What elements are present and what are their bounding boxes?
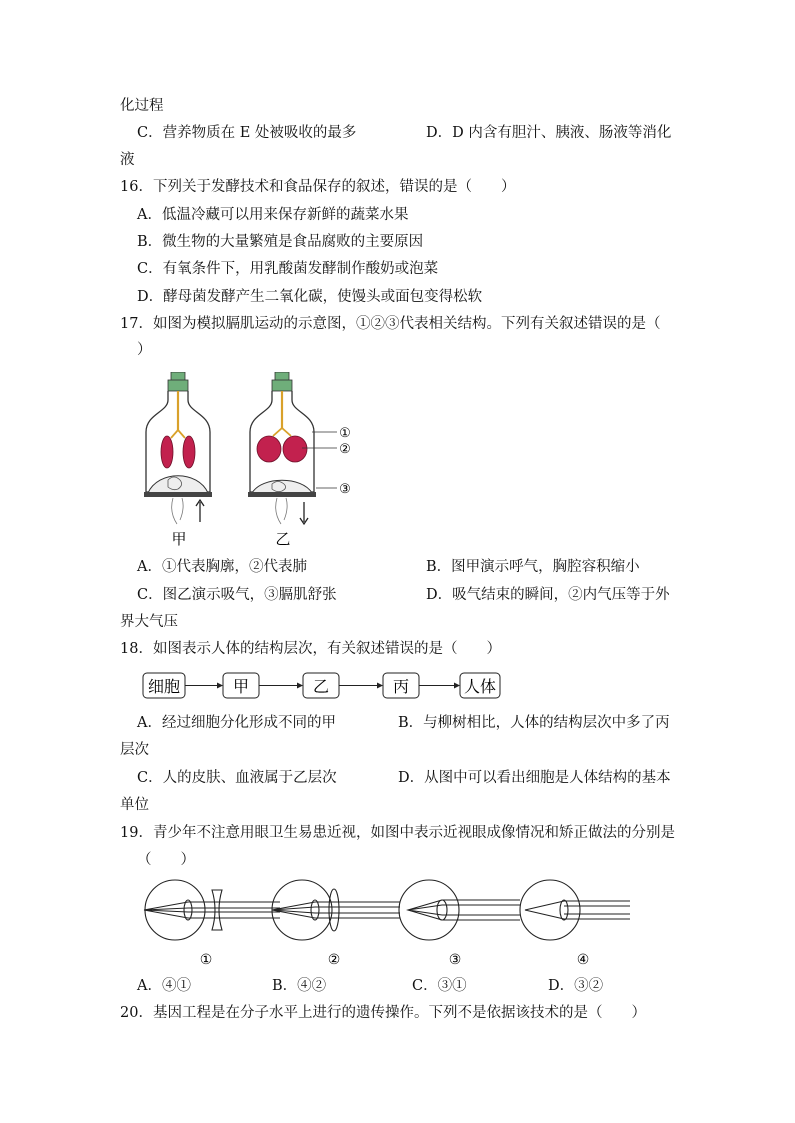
eye-label-3: ③ [448, 952, 462, 968]
q16-option-b: B．微生物的大量繁殖是食品腐败的主要原因 [137, 234, 424, 250]
q18-stem: 18．如图表示人体的结构层次，有关叙述错误的是（ ） [120, 641, 501, 657]
q18-option-c: C．人的皮肤、血液属于乙层次 [137, 770, 337, 786]
q18-option-b-cont: 层次 [120, 742, 149, 758]
flow-step-jia: 甲 [232, 677, 250, 696]
q19-option-d: D．③② [548, 978, 604, 994]
q20-stem: 20．基因工程是在分子水平上进行的遗传操作。下列不是依据该技术的是（ ） [120, 1005, 646, 1021]
q19-option-c: C．③① [412, 978, 467, 994]
q17-stem: 17．如图为模拟膈肌运动的示意图，①②③代表相关结构。下列有关叙述错误的是（ [120, 316, 661, 332]
flow-step-cell: 细胞 [147, 677, 181, 696]
q17-option-b: B．图甲演示呼气，胸腔容积缩小 [426, 559, 640, 575]
q16-option-a: A．低温冷藏可以用来保存新鲜的蔬菜水果 [137, 207, 409, 223]
q17-option-d: D．吸气结束的瞬间，②内气压等于外 [426, 587, 670, 603]
q19-option-a: A．④① [137, 978, 191, 994]
q17-stem-cont: ） [137, 342, 152, 358]
diaphragm-model-figure [138, 372, 368, 550]
q19-stem-cont: （ ） [137, 852, 195, 868]
label-structure-2: ② [339, 442, 351, 457]
q18-option-a: A．经过细胞分化形成不同的甲 [137, 715, 336, 731]
eye-label-2: ② [327, 952, 341, 968]
q18-option-b: B．与柳树相比，人体的结构层次中多了丙 [398, 715, 670, 731]
q15-option-d-cont: 液 [120, 152, 135, 168]
bell-jar-jia [144, 372, 212, 524]
label-structure-3: ③ [339, 482, 351, 497]
q18-option-d: D．从图中可以看出细胞是人体结构的基本 [398, 770, 671, 786]
q16-option-c: C．有氧条件下，用乳酸菌发酵制作酸奶或泡菜 [137, 261, 439, 277]
q17-option-a: A．①代表胸廓，②代表肺 [137, 559, 307, 575]
q18-option-d-cont: 单位 [120, 797, 149, 813]
q16-stem: 16．下列关于发酵技术和食品保存的叙述，错误的是（ ） [120, 179, 516, 195]
q15-option-d: D．D 内含有胆汁、胰液、肠液等消化 [426, 125, 672, 141]
label-yi: 乙 [275, 530, 291, 548]
eye-imaging-figure [140, 876, 640, 968]
q15-option-c: C．营养物质在 E 处被吸收的最多 [137, 125, 357, 141]
flow-step-bing: 丙 [392, 677, 410, 696]
flow-step-yi: 乙 [312, 677, 330, 696]
q19-stem: 19．青少年不注意用眼卫生易患近视，如图中表示近视眼成像情况和矫正做法的分别是 [120, 825, 675, 841]
q16-option-d: D．酵母菌发酵产生二氧化碳，使馒头或面包变得松软 [137, 289, 483, 305]
structure-level-flowchart [140, 670, 510, 704]
q17-option-c: C．图乙演示吸气，③膈肌舒张 [137, 587, 337, 603]
q19-option-b: B．④② [272, 978, 327, 994]
q15-stem-tail: 化过程 [120, 98, 164, 114]
label-jia: 甲 [171, 530, 187, 548]
eye-label-4: ④ [576, 952, 590, 968]
q17-option-d-cont: 界大气压 [120, 614, 178, 630]
flow-step-body: 人体 [463, 677, 497, 696]
eye-label-1: ① [199, 952, 213, 968]
label-structure-1: ① [339, 426, 351, 441]
